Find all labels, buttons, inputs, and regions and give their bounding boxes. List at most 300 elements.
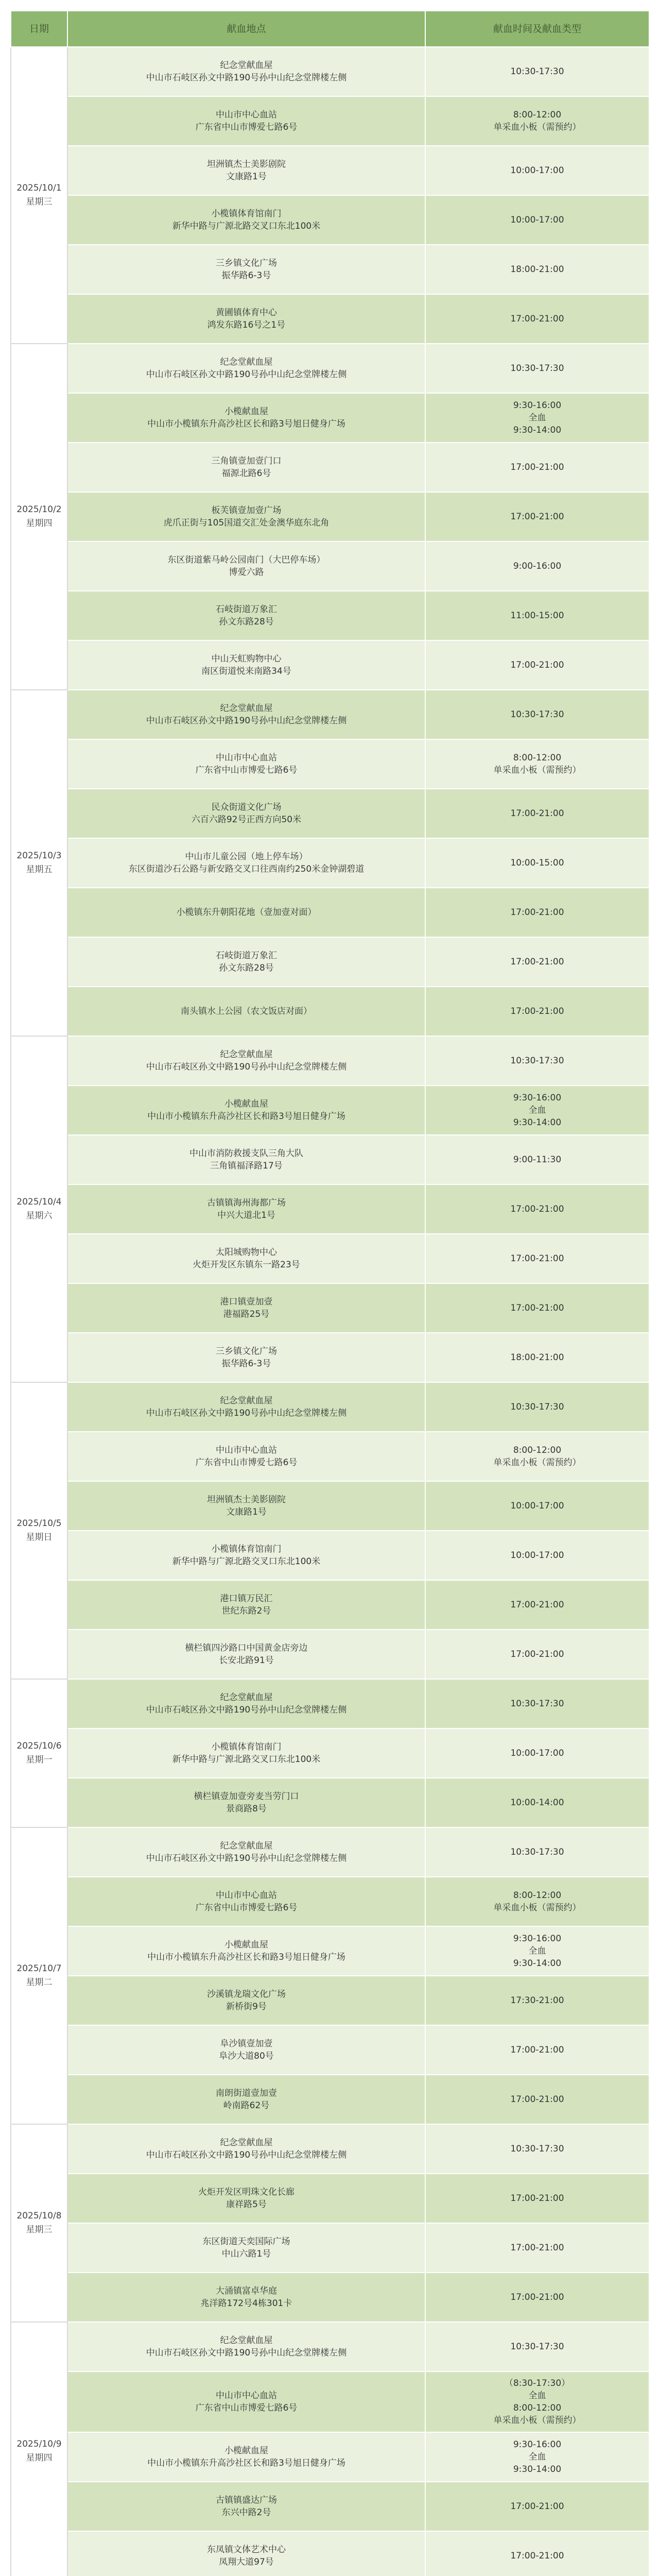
location-cell	[67, 1580, 425, 1630]
weekday-label: 星期三	[26, 2225, 53, 2235]
location-cell	[67, 1135, 425, 1184]
time-line: 10:30-17:30	[510, 66, 564, 77]
date-label: 2025/10/3	[16, 851, 62, 861]
location-cell	[67, 937, 425, 987]
time-line: 17:00-21:00	[510, 2292, 564, 2302]
time-line: 8:00-12:00	[513, 110, 562, 120]
location-address: 新华中路与广源北路交叉口东北100米	[172, 1754, 321, 1765]
location-cell	[67, 1086, 425, 1135]
location-cell	[67, 1333, 425, 1382]
time-line: 9:30-16:00	[513, 400, 562, 411]
location-name: 中山市儿童公园（地上停车场）	[185, 852, 308, 862]
date-cell	[11, 1036, 67, 1382]
table-row	[11, 2075, 649, 2124]
table-row	[11, 1086, 649, 1135]
time-line: 11:00-15:00	[510, 611, 564, 621]
time-line: 17:00-21:00	[510, 2045, 564, 2055]
table-row	[11, 393, 649, 443]
location-cell	[67, 2124, 425, 2174]
location-address: 博爱六路	[229, 567, 264, 578]
time-line: 8:00-12:00	[513, 1890, 562, 1901]
weekday-label: 星期六	[26, 1211, 53, 1221]
location-name: 民众街道文化广场	[211, 802, 282, 812]
time-cell	[425, 1580, 649, 1630]
location-cell	[67, 492, 425, 541]
time-line: 9:30-16:00	[513, 1093, 562, 1103]
location-address: 六百六路92号正西方向50米	[191, 815, 302, 825]
time-cell	[425, 1184, 649, 1234]
location-name: 中山市中心血站	[216, 753, 277, 763]
location-address: 中山市小榄镇东升高沙社区长和路3号旭日健身广场	[147, 1111, 345, 1122]
location-cell	[67, 591, 425, 640]
location-name: 火炬开发区明珠文化长廊	[198, 2187, 294, 2197]
time-line: 17:30-21:00	[510, 1995, 564, 2006]
date-cell	[11, 2322, 67, 2576]
table-row	[11, 2531, 649, 2576]
location-name: 港口镇万民汇	[220, 1594, 273, 1604]
location-cell	[67, 2322, 425, 2371]
location-address: 中山市石岐区孙文中路190号孙中山纪念堂牌楼左侧	[146, 2348, 347, 2358]
table-row	[11, 2322, 649, 2371]
location-address: 新华中路与广源北路交叉口东北100米	[172, 221, 321, 231]
time-cell	[425, 294, 649, 344]
header-time: 献血时间及献血类型	[425, 11, 649, 47]
time-cell	[425, 1135, 649, 1184]
table-row	[11, 2371, 649, 2432]
weekday-label: 星期三	[26, 197, 53, 207]
time-line: 18:00-21:00	[510, 264, 564, 275]
location-address: 世纪东路2号	[221, 1606, 271, 1616]
location-name: 小榄镇东升朝阳花地（壹加壹对面）	[176, 907, 317, 918]
location-name: 小榄镇体育馆南门	[211, 1544, 282, 1554]
table-row	[11, 789, 649, 838]
location-address: 中山六路1号	[221, 2249, 271, 2259]
time-cell	[425, 96, 649, 146]
time-line: 10:30-17:30	[510, 1847, 564, 1857]
location-address: 文康路1号	[226, 1507, 267, 1517]
table-row	[11, 1630, 649, 1679]
weekday-label: 星期二	[26, 1977, 53, 1988]
time-cell	[425, 1877, 649, 1926]
table-row	[11, 47, 649, 96]
location-address: 孙文东路28号	[219, 963, 274, 973]
table-row	[11, 739, 649, 789]
location-cell	[67, 1283, 425, 1333]
location-cell	[67, 2025, 425, 2075]
time-line: 9:30-14:00	[513, 1958, 562, 1969]
location-address: 振华路6-3号	[221, 1359, 271, 1369]
location-name: 小榄献血屋	[224, 1940, 268, 1950]
time-cell	[425, 2531, 649, 2576]
location-cell	[67, 987, 425, 1036]
table-row	[11, 146, 649, 195]
time-line: 全血	[528, 2452, 546, 2462]
location-name: 纪念堂献血屋	[220, 1396, 273, 1406]
time-cell	[425, 2124, 649, 2174]
table-row	[11, 2124, 649, 2174]
date-label: 2025/10/1	[16, 183, 62, 193]
date-cell	[11, 1382, 67, 1679]
location-address: 孙文东路28号	[219, 617, 274, 627]
time-line: 17:00-21:00	[510, 1649, 564, 1659]
time-line: 17:00-21:00	[510, 2193, 564, 2204]
time-cell	[425, 1679, 649, 1728]
location-address: 凤翔大道97号	[219, 2557, 274, 2567]
time-cell	[425, 640, 649, 690]
table-row	[11, 443, 649, 492]
table-row	[11, 245, 649, 294]
time-cell	[425, 1976, 649, 2025]
location-cell	[67, 739, 425, 789]
time-line: 10:00-17:00	[510, 1550, 564, 1561]
table-row	[11, 96, 649, 146]
time-line: 17:00-21:00	[510, 314, 564, 324]
location-name: 中山市中心血站	[216, 1445, 277, 1455]
table-header-row	[11, 11, 649, 47]
location-address: 东区街道沙石公路与新安路交叉口往西南约250米金钟湖碧道	[128, 864, 365, 874]
location-name: 坦洲镇杰士美影剧院	[207, 1495, 286, 1505]
time-cell	[425, 1086, 649, 1135]
location-name: 石岐街道万象汇	[216, 604, 277, 615]
table-row	[11, 344, 649, 393]
time-line: 17:00-21:00	[510, 512, 564, 522]
time-cell	[425, 2223, 649, 2273]
location-address: 广东省中山市博爱七路6号	[195, 1903, 298, 1913]
time-line: 全血	[528, 413, 546, 423]
time-line: 8:00-12:00	[513, 2403, 562, 2413]
location-address: 新桥街9号	[226, 2002, 267, 2012]
table-row	[11, 195, 649, 245]
time-cell	[425, 1531, 649, 1580]
table-row	[11, 1728, 649, 1778]
location-address: 火炬开发区东镇东一路23号	[193, 1260, 300, 1270]
time-cell	[425, 2432, 649, 2482]
location-address: 振华路6-3号	[221, 270, 271, 281]
location-cell	[67, 96, 425, 146]
time-line: 8:00-12:00	[513, 1445, 562, 1455]
time-line: 单采血小板（需预约）	[493, 2415, 581, 2426]
location-address: 港福路25号	[223, 1309, 270, 1319]
time-line: 17:00-21:00	[510, 1303, 564, 1313]
time-line: 10:00-17:00	[510, 1748, 564, 1758]
time-line: 10:00-17:00	[510, 165, 564, 176]
time-cell	[425, 393, 649, 443]
table-row	[11, 1679, 649, 1728]
location-cell	[67, 2371, 425, 2432]
time-cell	[425, 492, 649, 541]
table-row	[11, 492, 649, 541]
location-cell	[67, 47, 425, 96]
location-name: 小榄献血屋	[224, 1099, 268, 1109]
location-address: 中山市石岐区孙文中路190号孙中山纪念堂牌楼左侧	[146, 73, 347, 83]
table-row	[11, 2273, 649, 2322]
table-row	[11, 1531, 649, 1580]
time-line: 10:00-17:00	[510, 1501, 564, 1511]
time-line: 10:30-17:30	[510, 1402, 564, 1412]
location-name: 阜沙镇壹加壹	[220, 2039, 273, 2049]
table-row	[11, 2174, 649, 2223]
weekday-label: 星期四	[26, 518, 53, 529]
location-address: 康祥路5号	[226, 2199, 267, 2210]
time-line: 9:00-11:30	[513, 1155, 562, 1165]
location-cell	[67, 2223, 425, 2273]
location-cell	[67, 1827, 425, 1877]
location-name: 东区街道紫马岭公园南门（大巴停车场）	[167, 555, 325, 565]
location-address: 阜沙大道80号	[219, 2051, 274, 2061]
location-name: 小榄献血屋	[224, 2446, 268, 2456]
time-cell	[425, 591, 649, 640]
time-line: 10:00-17:00	[510, 215, 564, 225]
location-address: 广东省中山市博爱七路6号	[195, 2403, 298, 2413]
location-cell	[67, 146, 425, 195]
location-cell	[67, 2273, 425, 2322]
location-name: 纪念堂献血屋	[220, 1692, 273, 1703]
location-name: 中山天虹购物中心	[211, 654, 282, 664]
location-name: 纪念堂献血屋	[220, 60, 273, 71]
table-row	[11, 1333, 649, 1382]
table-row	[11, 1036, 649, 1086]
table-row	[11, 838, 649, 888]
weekday-label: 星期一	[26, 1755, 53, 1765]
location-name: 石岐街道万象汇	[216, 951, 277, 961]
time-line: 10:00-14:00	[510, 1798, 564, 1808]
location-name: 太阳城购物中心	[216, 1247, 277, 1258]
table-row	[11, 987, 649, 1036]
location-name: 中山市中心血站	[216, 110, 277, 120]
location-cell	[67, 789, 425, 838]
table-body	[11, 47, 649, 2576]
location-address: 中山市石岐区孙文中路190号孙中山纪念堂牌楼左侧	[146, 1062, 347, 1072]
time-line: 全血	[528, 1105, 546, 1115]
location-address: 南区街道悦来南路34号	[201, 666, 291, 676]
time-cell	[425, 146, 649, 195]
time-line: 17:00-21:00	[510, 1006, 564, 1016]
time-line: 17:00-21:00	[510, 808, 564, 819]
location-cell	[67, 393, 425, 443]
location-cell	[67, 2432, 425, 2482]
location-name: 纪念堂献血屋	[220, 1841, 273, 1851]
time-line: 单采血小板（需预约）	[493, 1458, 581, 1468]
location-cell	[67, 888, 425, 937]
location-name: 港口镇壹加壹	[220, 1297, 273, 1307]
weekday-label: 星期四	[26, 2453, 53, 2463]
time-line: 9:30-14:00	[513, 425, 562, 435]
location-cell	[67, 838, 425, 888]
date-label: 2025/10/5	[16, 1518, 62, 1529]
time-line: 10:30-17:30	[510, 363, 564, 374]
time-cell	[425, 838, 649, 888]
location-cell	[67, 245, 425, 294]
table-row	[11, 1432, 649, 1481]
time-line: 单采血小板（需预约）	[493, 1903, 581, 1913]
location-name: 坦洲镇杰士美影剧院	[207, 159, 286, 170]
time-cell	[425, 1778, 649, 1827]
location-cell	[67, 1926, 425, 1976]
time-cell	[425, 195, 649, 245]
time-cell	[425, 1283, 649, 1333]
location-address: 虎爪正街与105国道交汇处金澳华庭东北角	[163, 518, 330, 528]
time-cell	[425, 1432, 649, 1481]
date-label: 2025/10/4	[16, 1197, 62, 1207]
time-cell	[425, 2322, 649, 2371]
location-cell	[67, 640, 425, 690]
location-name: 黄圃镇体育中心	[216, 308, 277, 318]
time-cell	[425, 1382, 649, 1432]
location-address: 中山市石岐区孙文中路190号孙中山纪念堂牌楼左侧	[146, 2150, 347, 2160]
time-line: 17:00-21:00	[510, 2501, 564, 2512]
location-name: 纪念堂献血屋	[220, 1049, 273, 1060]
location-cell	[67, 1432, 425, 1481]
time-line: 9:30-16:00	[513, 1934, 562, 1944]
time-line: 8:00-12:00	[513, 753, 562, 763]
time-cell	[425, 245, 649, 294]
location-cell	[67, 1481, 425, 1531]
location-address: 中山市小榄镇东升高沙社区长和路3号旭日健身广场	[147, 419, 345, 429]
table-row	[11, 1926, 649, 1976]
time-line: 17:00-21:00	[510, 1600, 564, 1610]
time-cell	[425, 888, 649, 937]
location-cell	[67, 2482, 425, 2531]
location-cell	[67, 1877, 425, 1926]
location-cell	[67, 1234, 425, 1283]
blood-donation-schedule-table	[10, 10, 650, 2576]
location-name: 中山市中心血站	[216, 1890, 277, 1901]
time-line: 17:00-21:00	[510, 462, 564, 472]
location-name: 纪念堂献血屋	[220, 2335, 273, 2346]
location-cell	[67, 2531, 425, 2576]
location-address: 中山市石岐区孙文中路190号孙中山纪念堂牌楼左侧	[146, 1705, 347, 1715]
time-cell	[425, 937, 649, 987]
time-cell	[425, 2025, 649, 2075]
location-cell	[67, 344, 425, 393]
location-name: 小榄献血屋	[224, 406, 268, 417]
location-name: 纪念堂献血屋	[220, 703, 273, 714]
date-label: 2025/10/2	[16, 504, 62, 515]
schedule-container	[10, 10, 649, 2576]
table-row	[11, 1580, 649, 1630]
time-cell	[425, 739, 649, 789]
location-name: 沙溪镇龙瑞文化广场	[207, 1989, 286, 1999]
location-cell	[67, 294, 425, 344]
table-row	[11, 937, 649, 987]
location-name: 东区街道天奕国际广场	[202, 2236, 290, 2247]
time-cell	[425, 1728, 649, 1778]
time-line: 单采血小板（需预约）	[493, 122, 581, 132]
location-address: 鸿发东路16号之1号	[207, 320, 286, 330]
location-cell	[67, 443, 425, 492]
time-line: （8:30-17:30）	[504, 2378, 570, 2388]
date-cell	[11, 344, 67, 690]
time-cell	[425, 1481, 649, 1531]
time-line: 17:00-21:00	[510, 1253, 564, 1264]
time-line: 10:30-17:30	[510, 709, 564, 720]
time-cell	[425, 2174, 649, 2223]
location-cell	[67, 1531, 425, 1580]
location-cell	[67, 1679, 425, 1728]
table-row	[11, 1382, 649, 1432]
location-name: 南朗街道壹加壹	[216, 2088, 277, 2098]
location-address: 长安北路91号	[219, 1655, 274, 1666]
time-cell	[425, 344, 649, 393]
table-row	[11, 640, 649, 690]
location-address: 兆洋路172号4栋301卡	[200, 2298, 292, 2309]
date-label: 2025/10/7	[16, 1963, 62, 1974]
location-name: 中山市中心血站	[216, 2391, 277, 2401]
date-cell	[11, 1679, 67, 1827]
time-cell	[425, 1234, 649, 1283]
location-name: 三乡镇文化广场	[216, 258, 277, 268]
header-date: 日期	[11, 11, 67, 47]
location-name: 三乡镇文化广场	[216, 1346, 277, 1357]
location-name: 古镇镇盛达广场	[216, 2495, 277, 2505]
location-address: 三角镇福泽路17号	[210, 1161, 283, 1171]
time-line: 全血	[528, 1946, 546, 1956]
location-address: 广东省中山市博爱七路6号	[195, 765, 298, 775]
location-cell	[67, 1778, 425, 1827]
time-line: 10:30-17:30	[510, 2144, 564, 2154]
location-name: 小榄镇体育馆南门	[211, 1742, 282, 1752]
table-row	[11, 2223, 649, 2273]
table-row	[11, 1827, 649, 1877]
location-cell	[67, 1184, 425, 1234]
location-cell	[67, 690, 425, 739]
date-cell	[11, 47, 67, 344]
time-line: 17:00-21:00	[510, 2243, 564, 2253]
date-cell	[11, 690, 67, 1036]
location-address: 广东省中山市博爱七路6号	[195, 1458, 298, 1468]
time-line: 10:30-17:30	[510, 1056, 564, 1066]
location-address: 福源北路6号	[221, 468, 271, 479]
time-line: 17:00-21:00	[510, 660, 564, 670]
date-label: 2025/10/6	[16, 1741, 62, 1751]
location-name: 中山市消防救援支队三角大队	[189, 1148, 303, 1159]
time-cell	[425, 1630, 649, 1679]
time-cell	[425, 1827, 649, 1877]
location-name: 东凤镇文体艺术中心	[207, 2545, 286, 2555]
table-row	[11, 1481, 649, 1531]
location-address: 文康路1号	[226, 172, 267, 182]
date-cell	[11, 2124, 67, 2322]
time-line: 9:00-16:00	[513, 561, 562, 571]
time-line: 17:00-21:00	[510, 1204, 564, 1214]
time-cell	[425, 2371, 649, 2432]
table-row	[11, 1184, 649, 1234]
time-cell	[425, 2075, 649, 2124]
location-address: 中山市石岐区孙文中路190号孙中山纪念堂牌楼左侧	[146, 716, 347, 726]
table-row	[11, 2432, 649, 2482]
time-line: 9:30-14:00	[513, 1117, 562, 1128]
table-row	[11, 1778, 649, 1827]
location-name: 纪念堂献血屋	[220, 2138, 273, 2148]
location-cell	[67, 195, 425, 245]
location-name: 大涌镇富卓华庭	[216, 2286, 277, 2296]
table-row	[11, 1135, 649, 1184]
location-cell	[67, 2174, 425, 2223]
location-address: 岭南路62号	[223, 2100, 270, 2111]
time-line: 10:30-17:30	[510, 1699, 564, 1709]
location-address: 中山市小榄镇东升高沙社区长和路3号旭日健身广场	[147, 2458, 345, 2468]
location-address: 中兴大道北1号	[217, 1210, 275, 1221]
location-address: 中山市石岐区孙文中路190号孙中山纪念堂牌楼左侧	[146, 369, 347, 380]
time-cell	[425, 2482, 649, 2531]
table-row	[11, 888, 649, 937]
location-cell	[67, 1728, 425, 1778]
location-address: 广东省中山市博爱七路6号	[195, 122, 298, 132]
weekday-label: 星期五	[26, 865, 53, 875]
table-row	[11, 591, 649, 640]
time-line: 全血	[528, 2391, 546, 2401]
location-address: 中山市石岐区孙文中路190号孙中山纪念堂牌楼左侧	[146, 1853, 347, 1863]
